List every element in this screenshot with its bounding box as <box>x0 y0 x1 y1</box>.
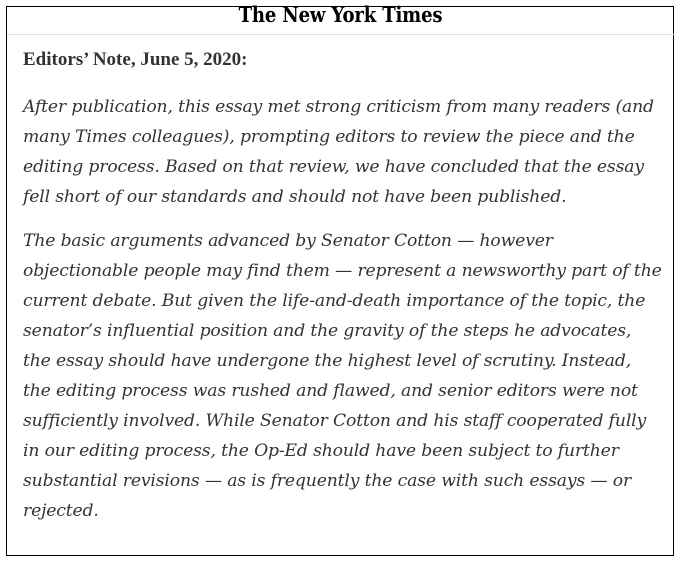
masthead <box>7 2 675 35</box>
note-heading: Editors’ Note, June 5, 2020: <box>23 49 248 70</box>
nyt-logo[interactable]: The New York Times <box>239 2 443 27</box>
article-frame <box>6 2 674 556</box>
editors-note <box>23 47 663 540</box>
note-paragraph-2: The basic arguments advanced by Senator Cotton — however objectionable people may find them — represent a newsworthy part of the current debate. But given the life-and-death importance of the topic, the senator’s influential position and the gravity of the steps he advocates, the essay should have undergone the highest level of scrutiny. Instead, the editing process was rushed and flawed, and senior editors were not sufficiently involved. While Senator Cotton and his staff cooperated fully in our editing process, the Op-Ed should have been subject to further substantial revisions — as is frequently the case with such essays — or rejected. <box>23 231 662 521</box>
note-paragraph-1: After publication, this essay met strong criticism from many readers (and many Times colleagues), prompting editors to review the piece and the editing process. Based on that review, we have concluded that the essay fell short of our standards and should not have been published. <box>23 97 654 207</box>
